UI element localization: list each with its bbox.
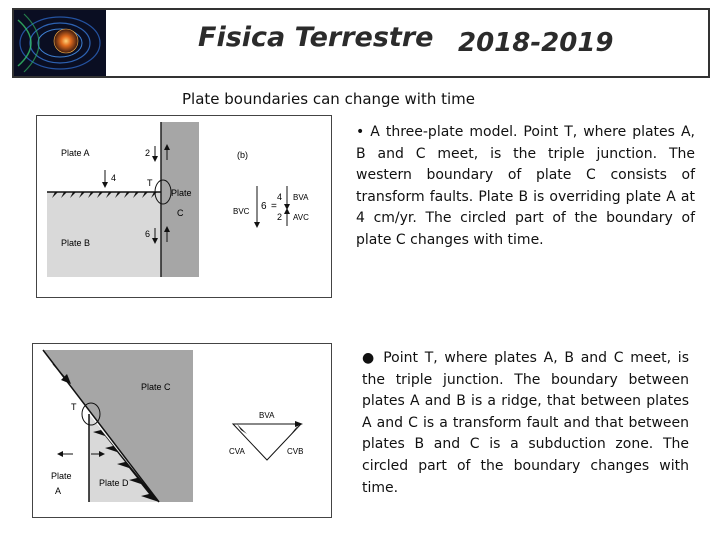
- eq-four-value: 4: [277, 192, 283, 202]
- plate-d-label: Plate D: [99, 478, 129, 488]
- eq-equals: =: [271, 201, 277, 212]
- panel-b-label: (b): [237, 150, 248, 160]
- ridge-transform-subduction-figure: [32, 343, 332, 518]
- bva-label: BVA: [259, 411, 275, 420]
- three-plate-model-diagram: [37, 116, 331, 297]
- rate-2-label: 2: [145, 148, 151, 158]
- paragraph-ridge-transform-subduction: ● Point T, where plates A, B and C meet, is the triple junction. The boundary between plates A and B is a ridge, that between plates A and C is a transform fault and that between plates B and C is a subduction zone. The circled part of the boundary changes with time.: [362, 350, 689, 496]
- eq-two-value: 2: [277, 212, 283, 222]
- ridge-transform-subduction-diagram: [33, 344, 331, 517]
- plate-c-label: Plate C: [141, 382, 171, 392]
- banner-year: 2018-2019: [458, 28, 614, 58]
- plate-b-area: [47, 192, 161, 277]
- plate-a-label-word: Plate: [51, 471, 72, 481]
- plate-c-label-word: Plate: [171, 188, 192, 198]
- avc-label: AVC: [293, 213, 309, 222]
- plate-b-label: Plate B: [61, 238, 91, 248]
- paragraph-three-plate-model: • A three-plate model. Point T, where plates A, B and C meet, is the triple junction. The western boundary of plate C consists of transform faults. Plate B is overriding plate A at 4 cm/yr. The circled part of the boundary of plate C changes with time.: [356, 124, 695, 248]
- cvb-label: CVB: [287, 447, 304, 456]
- banner-title: Fisica Terrestre: [198, 22, 434, 53]
- plate-a-label-letter: A: [55, 486, 62, 496]
- earth-magnetosphere-logo: [14, 10, 106, 76]
- cva-label: CVA: [229, 447, 245, 456]
- triple-junction-label: T: [147, 178, 153, 188]
- rate-6-label: 6: [145, 229, 151, 239]
- plate-c-label-letter: C: [177, 208, 184, 218]
- three-plate-model-figure: [36, 115, 332, 298]
- triple-junction-label: T: [71, 402, 77, 412]
- eq-six-value: 6: [261, 201, 267, 212]
- bva-label: BVA: [293, 193, 309, 202]
- slide-heading: Plate boundaries can change with time: [182, 90, 476, 108]
- rate-4-label: 4: [111, 173, 117, 183]
- plate-a-label: Plate A: [61, 148, 90, 158]
- bvc-label: BVC: [233, 207, 250, 216]
